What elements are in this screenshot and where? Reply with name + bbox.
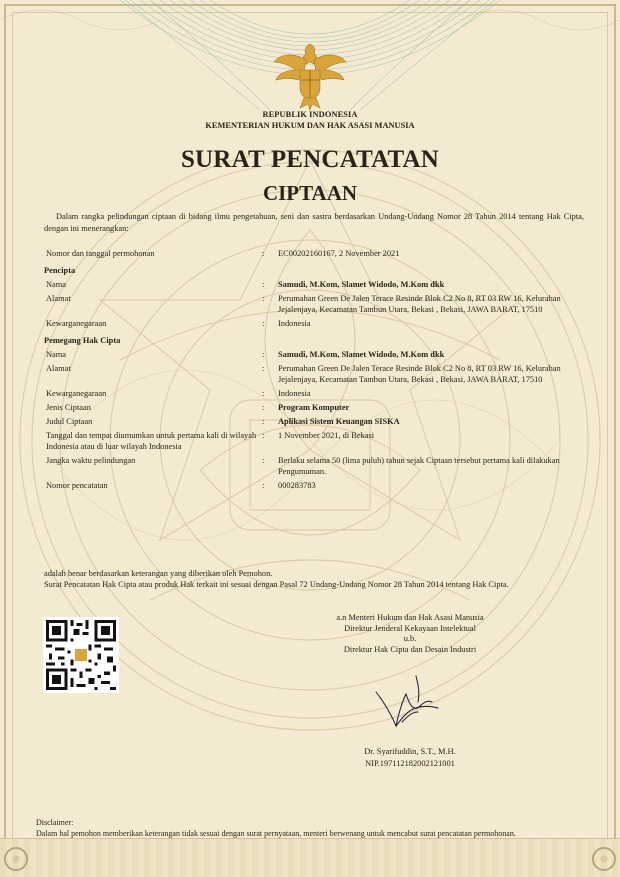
garuda-emblem-icon [270, 40, 350, 112]
field-label: Alamat [46, 364, 71, 373]
handwritten-signature [372, 672, 442, 730]
colon: : [262, 364, 265, 373]
judul-ciptaan: Aplikasi Sistem Keuangan SISKA [278, 417, 400, 426]
signer-name: Dr. Syarifuddin, S.T., M.H. [364, 747, 456, 756]
document-title: SURAT PENCATATAN [180, 146, 440, 173]
field-label: Nama [46, 350, 66, 359]
pencipta-nama: Samudi, M.Kom, Slamet Widodo, M.Kom dkk [278, 280, 445, 289]
jangka-waktu: Berlaku selama 50 (lima puluh) tahun sejak Ciptaan tersebut pertama kali dilakukan Pengumuman. [278, 456, 560, 476]
authority-line-1: a.n Menteri Hukum dan Hak Asasi Manusia [336, 613, 484, 622]
colon: : [262, 389, 265, 398]
bottom-ornament-band [0, 838, 620, 877]
colon: : [262, 294, 265, 303]
field-label: Jenis Ciptaan [46, 403, 91, 412]
signer-info [300, 746, 520, 770]
field-label: Nomor pencatatan [46, 481, 108, 490]
application-row [44, 248, 584, 259]
qr-code-icon[interactable] [43, 617, 119, 693]
nomor-pencatatan-row [44, 480, 584, 491]
document-subtitle: CIPTAAN [262, 181, 358, 205]
colon: : [262, 319, 265, 328]
pencipta-alamat: Perumahan Green De Jalen Terace Resinde Blok C2 No 8, RT 03 RW 16, Kelurahan Jejalenjaya, Kecamatan Tambun Utara, Bekasi , Bekasi, JAWA BARAT, 17510 [278, 294, 561, 314]
disclaimer-text: Dalam hal pemohon memberikan keterangan tidak sesuai dengan surat pernyataan, menteri berwenang untuk mencabut surat pencatatan permohonan. [36, 829, 516, 838]
tanggal-row [44, 430, 584, 452]
colon: : [262, 403, 265, 412]
section-pencipta: Pencipta [44, 266, 76, 275]
colon: : [262, 280, 265, 289]
corner-ornament-icon [4, 847, 28, 871]
signature-authority [300, 613, 520, 655]
jenis-ciptaan-row [44, 402, 584, 413]
jangka-waktu-row [44, 455, 584, 477]
signer-nip: NIP.197112182002121001 [365, 759, 455, 768]
field-label: Nama [46, 280, 66, 289]
pemegang-kewarganegaraan: Indonesia [278, 389, 311, 398]
closing-paragraph [44, 568, 589, 590]
section-pemegang-hak-cipta: Pemegang Hak Cipta [44, 336, 121, 345]
pemegang-kewarganegaraan-row [44, 388, 584, 399]
disclaimer-heading: Disclaimer: [36, 818, 74, 827]
field-label: Kewarganegaraan [46, 319, 107, 328]
pemegang-alamat-row [44, 363, 584, 385]
jenis-ciptaan: Program Komputer [278, 403, 350, 412]
field-label: Jangka waktu pelindungan [46, 456, 136, 465]
judul-ciptaan-row [44, 416, 584, 427]
colon: : [262, 417, 265, 426]
republic-heading: REPUBLIK INDONESIA [262, 110, 358, 119]
corner-ornament-icon [592, 847, 616, 871]
nomor-pencatatan: 000283783 [278, 481, 316, 490]
closing-line-2: Surat Pencatatan Hak Cipta atau produk Hak terkait ini sesuai dengan Pasal 72 Undang-Undang Nomor 28 Tahun 2014 tentang Hak Cipta. [44, 580, 509, 589]
pemegang-nama: Samudi, M.Kom, Slamet Widodo, M.Kom dkk [278, 350, 445, 359]
colon: : [262, 249, 265, 258]
pemegang-nama-row [44, 349, 584, 360]
closing-line-1: adalah benar berdasarkan keterangan yang diberikan oleh Pemohon. [44, 569, 273, 578]
authority-line-3: u.b. [403, 634, 417, 643]
colon: : [262, 350, 265, 359]
intro-paragraph: Dalam rangka pelindungan ciptaan di bidang ilmu pengetahuan, seni dan sastra berdasarkan Undang-Undang Nomor 28 Tahun 2014 tentang Hak Cipta, dengan ini menerangkan: [44, 212, 584, 233]
colon: : [262, 456, 265, 465]
field-label: Tanggal dan tempat diumumkan untuk pertama kali di wilayah Indonesia atau di luar wilayah Indonesia [46, 431, 257, 451]
field-label: Kewarganegaraan [46, 389, 107, 398]
certificate-details [44, 248, 584, 494]
pencipta-alamat-row [44, 293, 584, 315]
pemegang-alamat: Perumahan Green De Jalen Terace Resinde Blok C2 No 8, RT 03 RW 16, Kelurahan Jejalenjaya, Kecamatan Tambun Utara, Bekasi , Bekasi, JAWA BARAT, 17510 [278, 364, 561, 384]
field-label: Nomor dan tanggal permohonan [46, 249, 155, 258]
ministry-heading: KEMENTERIAN HUKUM DAN HAK ASASI MANUSIA [205, 121, 415, 130]
pencipta-nama-row [44, 279, 584, 290]
colon: : [262, 481, 265, 490]
pencipta-kewarganegaraan: Indonesia [278, 319, 311, 328]
disclaimer [36, 817, 596, 839]
field-label: Judul Ciptaan [46, 417, 93, 426]
authority-line-2: Direktur Jenderal Kekayaan Intelektual [344, 623, 476, 633]
field-label: Alamat [46, 294, 71, 303]
application-number: EC00202160167, 2 November 2021 [278, 249, 400, 258]
authority-line-4: Direktur Hak Cipta dan Desain Industri [343, 644, 477, 654]
pencipta-kewarganegaraan-row [44, 318, 584, 329]
colon: : [262, 431, 265, 440]
tanggal-diumumkan: 1 November 2021, di Bekasi [278, 431, 375, 440]
